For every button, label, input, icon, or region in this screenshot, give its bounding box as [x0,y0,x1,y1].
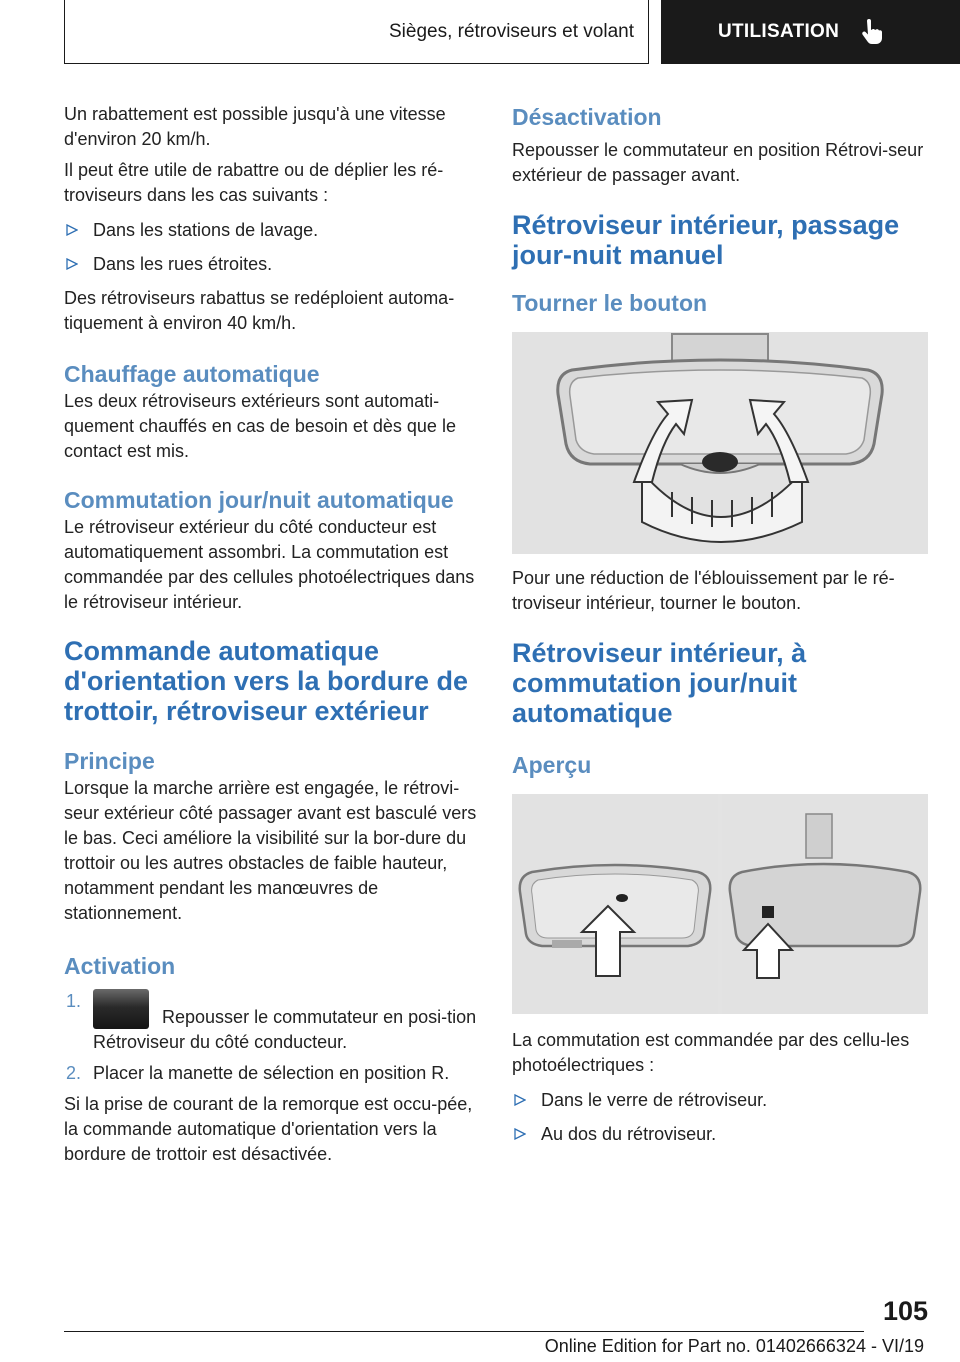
list-item [64,1061,478,1086]
list-item [512,1088,928,1113]
figure-mirror-sensors [512,794,928,1014]
step-text: Repousser le commutateur en posi‐tion Rétroviseur du côté conducteur. [93,1007,477,1052]
heading-manuel: Rétroviseur intérieur, passage jour-nuit manuel [512,210,900,270]
paragraph: Lorsque la marche arrière est engagée, le rétrovi‐seur extérieur côté passager avant est basculé vers le bas. Ceci améliore la visibilité sur la bor‐dure du trottoir ou les autres obstacles de faible hauteur, notamment pendant les manœuvres de stationnement. [64,778,477,923]
paragraph: Un rabattement est possible jusqu'à une vitesse d'environ 20 km/h. [64,104,446,149]
heading-desactivation: Désactivation [512,104,662,130]
paragraph: Repousser le commutateur en position Rétrovi‐seur extérieur de passager avant. [512,140,924,185]
triangle-bullet-icon [66,224,78,236]
heading-commutation: Commutation jour/nuit automatique [64,487,454,513]
paragraph: Des rétroviseurs rabattus se redéploient automa‐tiquement à environ 40 km/h. [64,288,455,333]
list-item [512,1122,928,1147]
step-list [64,989,478,1086]
step-text: Placer la manette de sélection en position R. [93,1063,450,1083]
chapter-title: UTILISATION [718,21,840,42]
list-item-text: Dans les stations de lavage. [93,220,319,240]
step-number: 1. [66,991,82,1011]
bullet-list [512,1088,928,1147]
heading-principe: Principe [64,748,155,774]
paragraph: Les deux rétroviseurs extérieurs sont automati‐quement chauffés en cas de besoin et dès que le contact est mis. [64,391,456,461]
triangle-bullet-icon [66,258,78,270]
bullet-list [64,218,478,277]
step-number: 2. [66,1063,82,1083]
triangle-bullet-icon [514,1094,526,1106]
mirror-switch-icon [93,989,149,1029]
heading-commande: Commande automatique d'orientation vers la bordure de trottoir, rétroviseur extérieur [64,636,468,726]
heading-apercu: Aperçu [512,752,592,778]
left-column [64,102,478,1173]
triangle-bullet-icon [514,1128,526,1140]
paragraph: Si la prise de courant de la remorque est occu‐pée, la commande automatique d'orientation vers la bordure de trottoir est désactivée. [64,1094,473,1164]
list-item-text: Dans les rues étroites. [93,254,273,274]
page-number: 105 [882,1296,928,1326]
list-item [64,218,478,243]
list-item-text: Dans le verre de rétroviseur. [541,1090,768,1110]
footer-edition: Online Edition for Part no. 01402666324 - VI/19 [544,1336,924,1356]
header-section-box [64,0,649,64]
header-chapter-box [661,0,960,64]
paragraph: La commutation est commandée par des cellu‐les photoélectriques : [512,1030,910,1075]
section-title: Sièges, rétroviseurs et volant [388,20,634,42]
right-column [512,102,928,1156]
hand-pointer-icon [859,19,883,45]
paragraph: Pour une réduction de l'éblouissement par le ré‐troviseur intérieur, tourner le bouton. [512,568,895,613]
footer-divider [64,1331,864,1332]
figure-mirror-knob [512,332,928,554]
list-item-text: Au dos du rétroviseur. [541,1124,717,1144]
heading-auto: Rétroviseur intérieur, à commutation jour/nuit automatique [512,638,807,728]
heading-activation: Activation [64,953,176,979]
paragraph: Le rétroviseur extérieur du côté conducteur est automatiquement assombri. La commutation est commandée par des cellules photoélectriques dans le rétroviseur intérieur. [64,517,475,612]
heading-tourner: Tourner le bouton [512,290,708,316]
list-item [64,252,478,277]
list-item [64,989,478,1055]
paragraph: Il peut être utile de rabattre ou de déplier les ré‐troviseurs dans les cas suivants : [64,160,444,205]
heading-chauffage: Chauffage automatique [64,361,320,387]
